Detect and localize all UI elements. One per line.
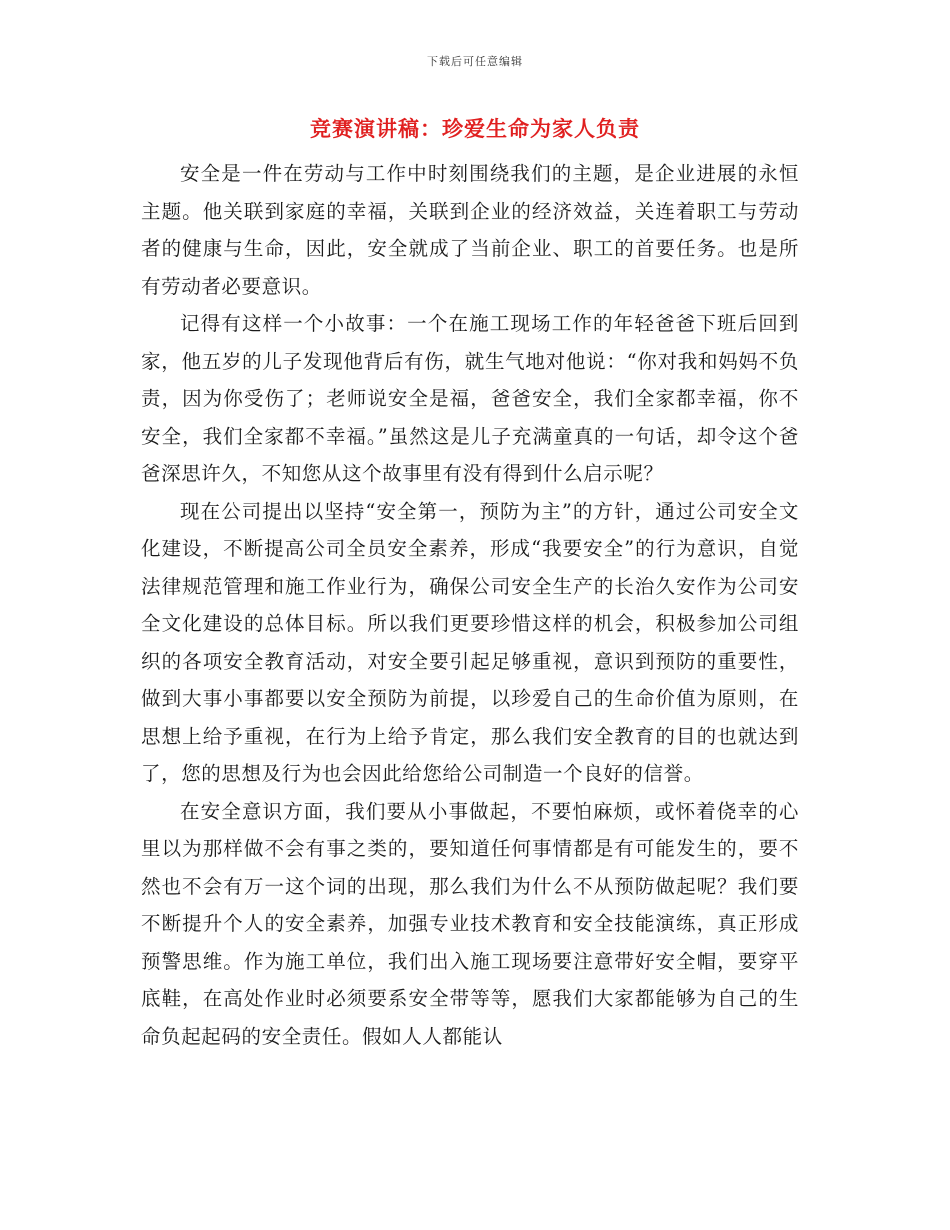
page-header-note: 下载后可任意编辑 <box>427 55 523 68</box>
paragraph-4: 在安全意识方面，我们要从小事做起，不要怕麻烦，或怀着侥幸的心里以为那样做不会有事之类的，要知道任何事情都是有可能发生的，要不然也不会有万一这个词的出现，那么我们为什么不从预防做起呢？我们要不断提升个人的安全素养，加强专业技术教育和安全技能演练，真正形成预警思维。作为施工单位，我们出入施工现场要注意带好安全帽，要穿平底鞋，在高处作业时必须要系安全带等等，愿我们大家都能够为自己的生命负起起码的安全责任。假如人人都能认 <box>141 799 799 1048</box>
paragraph-1: 安全是一件在劳动与工作中时刻围绕我们的主题，是企业进展的永恒主题。他关联到家庭的幸福，关联到企业的经济效益，关连着职工与劳动者的健康与生命，因此，安全就成了当前企业、职工的首要任务。也是所有劳动者必要意识。 <box>141 162 799 298</box>
document-title: 竞赛演讲稿：珍爱生命为家人负责 <box>310 116 640 141</box>
paragraph-3: 现在公司提出以坚持“安全第一，预防为主”的方针，通过公司安全文化建设，不断提高公司全员安全素养，形成“我要安全”的行为意识，自觉法律规范管理和施工作业行为，确保公司安全生产的长治久安作为公司安全文化建设的总体目标。所以我们更要珍惜这样的机会，积极参加公司组织的各项安全教育活动，对安全要引起足够重视，意识到预防的重要性，做到大事小事都要以安全预防为前提，以珍爱自己的生命价值为原则，在思想上给予重视，在行为上给予肯定，那么我们安全教育的目的也就达到了，您的思想及行为也会因此给您给公司制造一个良好的信誉。 <box>141 499 799 785</box>
paragraph-2: 记得有这样一个小故事：一个在施工现场工作的年轻爸爸下班后回到家，他五岁的儿子发现他背后有伤，就生气地对他说：“你对我和妈妈不负责，因为你受伤了；老师说安全是福，爸爸安全，我们全家都幸福，你不安全，我们全家都不幸福。”虽然这是儿子充满童真的一句话，却令这个爸爸深思许久，不知您从这个故事里有没有得到什么启示呢？ <box>141 312 799 485</box>
document-body <box>141 155 799 1055</box>
